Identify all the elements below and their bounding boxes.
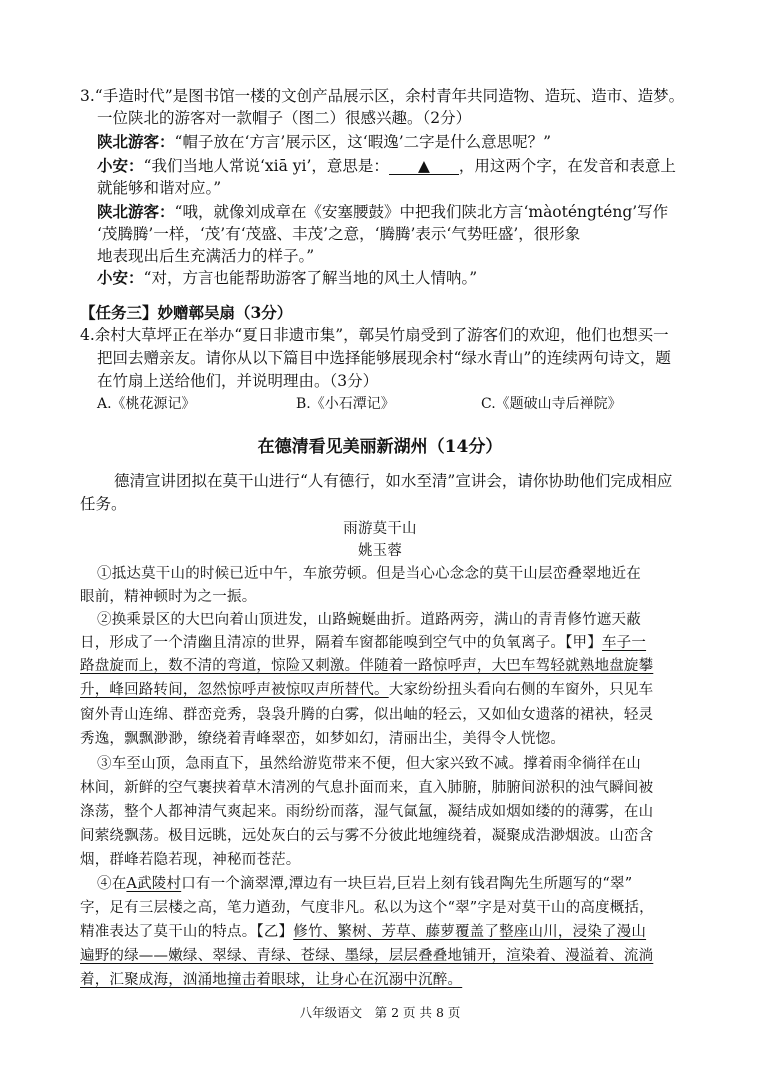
section-intro-line2: 任务。 <box>80 495 127 513</box>
q4-option-a: A.《桃花源记》 <box>97 396 196 412</box>
essay-author: 姚玉蓉 <box>357 543 403 559</box>
dialogue-text: “对，方言也能帮助游客了解当地的风土人情呐。” <box>143 269 478 287</box>
speaker-visitor: 陕北游客： <box>97 202 175 221</box>
q3-dialogue-3-cont1: ‘茂腾腾’一样，‘茂’有‘茂盛、丰茂’之意，‘腾腾’表示‘气势旺盛’，很形象 <box>97 225 581 243</box>
q3-dialogue-3 <box>97 202 668 222</box>
q4-line2: 把回去赠亲友。请你从以下篇目中选择能够展现余村“绿水青山”的连续两句诗文，题 <box>97 349 671 367</box>
task3-heading: 【任务三】妙赠鄣吴扇（3分） <box>80 303 293 322</box>
mark-jia: 【甲】 <box>565 635 602 651</box>
section-intro-line1: 德清宣讲团拟在莫干山进行“人有德行，如水至清”宣讲会，请你协助他们完成相应 <box>114 472 673 490</box>
essay-p3-line1: ③车至山顶，急雨直下，虽然给游览带来不便，但大家兴致不减。撑着雨伞徜徉在山 <box>97 756 641 772</box>
q3-dialogue-4 <box>97 268 477 288</box>
underlined-passage-jia: 车子一 <box>601 635 647 651</box>
dialogue-text: ’，意思是： <box>306 157 389 175</box>
essay-text: 精准表达了莫干山的特点。 <box>80 924 257 940</box>
speaker-xiaoan: 小安： <box>97 268 144 287</box>
essay-p4-line2: 字，足有三层楼之高，笔力遒劲，气度非凡。私以为这个“翠”字是对莫干山的高度概括， <box>80 900 654 916</box>
pinyin-text: xiā yi <box>264 157 307 175</box>
dialogue-text: “哦，就像刘成章在《安塞腰鼓》中把我们陕北方言‘màoténgténg’写作 <box>174 203 669 221</box>
essay-p2-line1: ②换乘景区的大巴向着山顶进发，山路蜿蜒曲折。道路两旁，满山的青青修竹遮天蔽 <box>97 612 641 628</box>
essay-p2-line2 <box>80 633 646 653</box>
mark-yi: 【乙】 <box>256 924 294 940</box>
speaker-visitor: 陕北游客： <box>97 132 175 151</box>
essay-text: 口有一个滴翠潭,潭边有一块巨岩,巨岩上刻有钱君陶先生所题写的“翠” <box>181 876 633 892</box>
essay-p4-line5 <box>80 970 462 990</box>
q3-dialogue-2-cont: 就能够和谐对应。” <box>97 179 222 197</box>
section-title: 在德清看见美丽新湖州（14分） <box>257 437 503 457</box>
speaker-xiaoan: 小安： <box>97 156 144 175</box>
essay-text: 大家纷纷扭头看向右侧的车窗外，只见车 <box>388 682 654 698</box>
essay-p4-line1 <box>97 874 632 894</box>
essay-p4-line4 <box>80 946 653 966</box>
essay-p1-line1: ①抵达莫干山的时候已近中午，车旅劳顿。但是当心心念念的莫干山层峦叠翠地近在 <box>97 566 641 582</box>
q4-option-c: C.《题破山寺后禅院》 <box>481 396 622 412</box>
underlined-passage-yi: 修竹、繁树、芳草、藤萝覆盖了整座山川，浸染了漫山 <box>293 924 647 940</box>
underlined-passage-yi: 遍野的绿——嫩绿、翠绿、青绿、苍绿、墨绿，层层叠叠地铺开，渲染着、漫溢着、流淌 <box>80 948 654 964</box>
q3-line2: 一位陕北的游客对一款帽子（图二）很感兴趣。（2分） <box>97 109 472 127</box>
essay-p2-line4 <box>80 680 653 700</box>
q3-dialogue-1 <box>97 132 551 152</box>
dialogue-text: ，用这两个字，在发音和表意上 <box>458 157 676 175</box>
q4-line1: 4.余村大草坪正在举办“夏日非遗市集”，鄣吴竹扇受到了游客们的欢迎，他们也想买一 <box>80 326 669 344</box>
essay-p2-line6: 秀逸，飘飘渺渺，缭绕着青峰翠峦，如梦如幻，清丽出尘，美得令人恍惚。 <box>80 731 566 747</box>
dialogue-text: “帽子放在‘方言’展示区，这‘暇逸’二字是什么意思呢？” <box>174 133 552 151</box>
essay-p4-line3 <box>80 922 646 942</box>
essay-p2-line3 <box>80 656 653 676</box>
dialogue-text: “我们当地人常说‘ <box>143 157 265 175</box>
essay-text: ④在 <box>97 876 127 892</box>
underlined-passage-jia: 路盘旋而上，数不清的弯道，惊险又刺激。伴随着一路惊呼声，大巴车驾轻就熟地盘旋攀 <box>80 658 654 674</box>
essay-p3-line3: 涤荡，整个人都神清气爽起来。雨纷纷而落，湿气氤氲，凝结成如烟如缕的的薄雾，在山 <box>80 804 654 820</box>
place-name-underlined: A武陵村 <box>126 876 182 892</box>
q3-dialogue-2 <box>97 156 676 176</box>
q3-line1: 3.“手造时代”是图书馆一楼的文创产品展示区，余村青年共同造物、造玩、造市、造梦。 <box>80 87 685 105</box>
essay-p3-line5: 烟，群峰若隐若现，神秘而苍茫。 <box>80 852 301 868</box>
underlined-passage-jia: 升，峰回路转间，忽然惊呼声被惊叹声所替代。 <box>80 682 389 698</box>
q3-dialogue-3-cont2: 地表现出后生充满活力的样子。” <box>97 247 315 265</box>
essay-text: 日，形成了一个清幽且清凉的世界，隔着车窗都能嗅到空气中的负氧离子。 <box>80 635 566 651</box>
q4-line3: 在竹扇上送给他们，并说明理由。（3分） <box>97 372 379 390</box>
q4-option-b: B.《小石潭记》 <box>296 396 395 412</box>
essay-p3-line4: 间萦绕飘荡。极目远眺，远处灰白的云与雾不分彼此地缠绕着，凝聚成浩渺烟波。山峦含 <box>80 828 654 844</box>
page-footer: 八年级语文 第 2 页 共 8 页 <box>299 1005 461 1020</box>
essay-title: 雨游莫干山 <box>343 521 417 537</box>
essay-p1-line2: 眼前，精神顿时为之一振。 <box>80 589 257 605</box>
essay-p3-line2: 林间，新鲜的空气裹挟着草木清冽的气息扑面而来，直入肺腑，肺腑间淤积的浊气瞬间被 <box>80 780 654 796</box>
triangle-icon: ▲ <box>417 157 430 175</box>
essay-p2-line5: 窗外青山连绵、群峦竞秀，袅袅升腾的白雾，似出岫的轻云，又如仙女遗落的裙袂，轻灵 <box>80 707 654 723</box>
underlined-passage-yi: 着，汇聚成海，汹涌地撞击着眼球，让身心在沉溺中沉醉。 <box>80 972 463 988</box>
answer-blank[interactable] <box>389 158 459 175</box>
